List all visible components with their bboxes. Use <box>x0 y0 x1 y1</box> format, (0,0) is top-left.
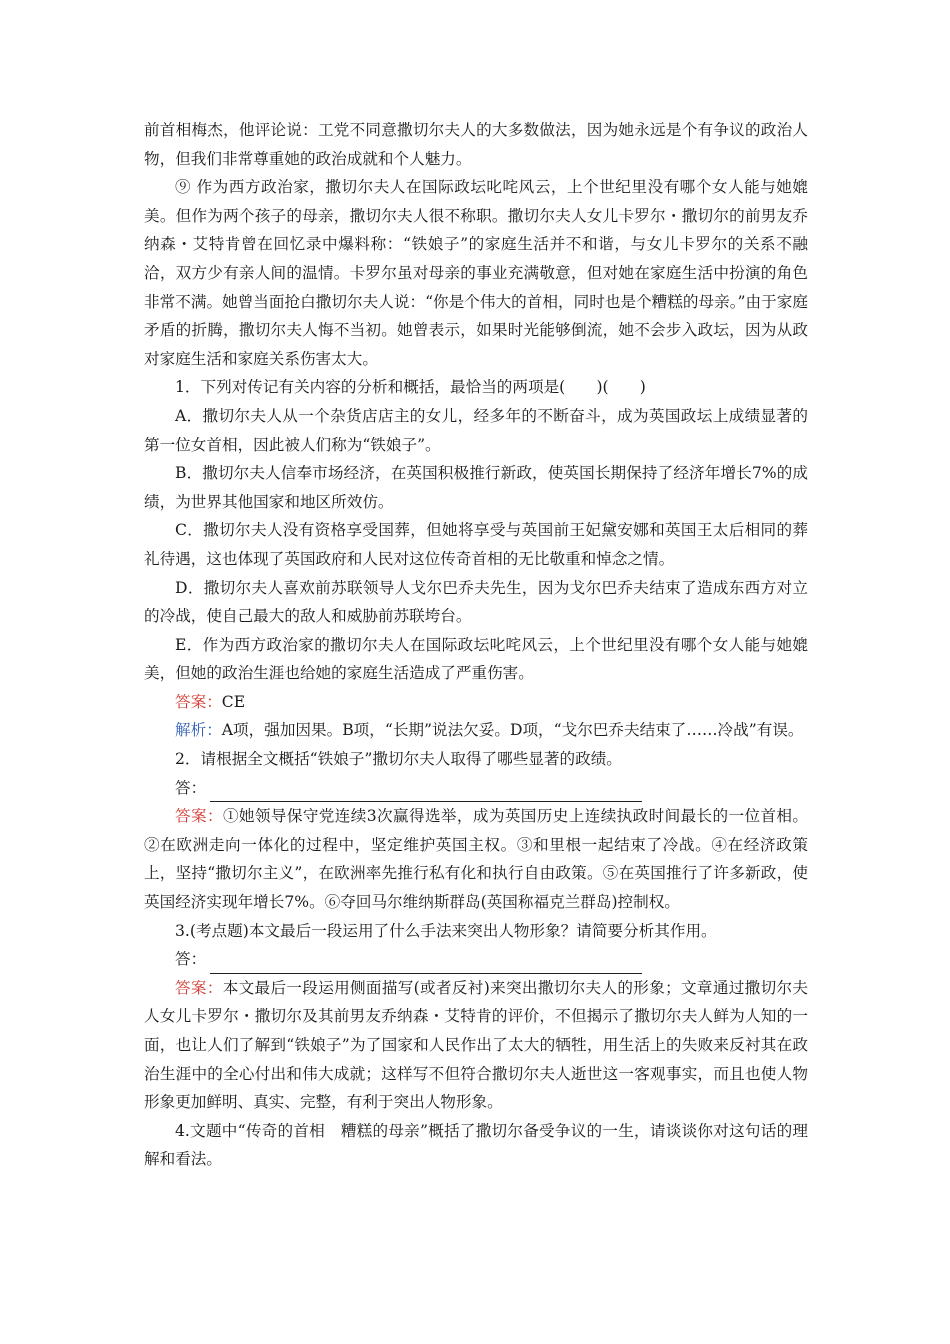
answer-text: CE <box>221 692 246 711</box>
question-2-answer <box>144 802 808 916</box>
analysis-label: 解析： <box>175 721 222 740</box>
question-1-option-b: B．撒切尔夫人信奉市场经济，在英国积极推行新政，使英国长期保持了经济年增长7%的成绩，为世界其他国家和地区所效仿。 <box>144 464 808 511</box>
question-1-option-a: A．撒切尔夫人从一个杂货店店主的女儿，经多年的不断奋斗，成为英国政坛上成绩显著的第一位女首相，因此被人们称为“铁娘子”。 <box>144 406 808 454</box>
question-1-analysis <box>144 716 808 745</box>
question-1-stem: 1．下列对传记有关内容的分析和概括，最恰当的两项是( )( ) <box>175 378 646 397</box>
answer-label: 答案： <box>175 692 222 711</box>
question-3-answer <box>144 974 808 1117</box>
answer-blank-line[interactable] <box>210 781 642 802</box>
paragraph-continued: 前首相梅杰，他评论说：工党不同意撒切尔夫人的大多数做法，因为她永远是个有争议的政治人物，但我们非常尊重她的政治成就和个人魅力。 <box>144 121 808 168</box>
question-2-stem: 2．请根据全文概括“铁娘子”撒切尔夫人取得了哪些显著的政绩。 <box>175 750 622 769</box>
blank-label: 答： <box>175 778 207 797</box>
analysis-text: A项，强加因果。B项，“长期”说法欠妥。D项，“戈尔巴乔夫结束了……冷战”有误。 <box>221 721 804 740</box>
question-3-stem: 3.(考点题)本文最后一段运用了什么手法来突出人物形象？请简要分析其作用。 <box>175 921 717 940</box>
question-1-option-c: C．撒切尔夫人没有资格享受国葬，但她将享受与英国前王妃黛安娜和英国王太后相同的葬礼待遇，这也体现了英国政府和人民对这位传奇首相的无比敬重和悼念之情。 <box>144 521 808 568</box>
answer-blank-line[interactable] <box>210 953 642 974</box>
question-4-stem: 4.文题中“传奇的首相 糟糕的母亲”概括了撒切尔备受争议的一生，请谈谈你对这句话的理解和看法。 <box>144 1121 808 1169</box>
question-1-option-e: E．作为西方政治家的撒切尔夫人在国际政坛叱咤风云，上个世纪里没有哪个女人能与她媲美，但她的政治生涯也给她的家庭生活造成了严重伤害。 <box>144 635 808 683</box>
answer-text: ①她领导保守党连续3次赢得选举，成为英国历史上连续执政时间最长的一位首相。②在欧洲走向一体化的过程中，坚定维护英国主权。③和里根一起结束了冷战。④在经济政策上，坚持“撒切尔主义”，在欧洲率先推行私有化和执行自由政策。⑤在英国推行了许多新政，使英国经济实现年增长7%。⑥夺回马尔维纳斯群岛(英国称福克兰群岛)控制权。 <box>144 807 808 912</box>
answer-text: 本文最后一段运用侧面描写(或者反衬)来突出撒切尔夫人的形象；文章通过撒切尔夫人女儿卡罗尔・撒切尔及其前男友乔纳森・艾特肯的评价，不但揭示了撒切尔夫人鲜为人知的一面，也让人们了解到“铁娘子”为了国家和人民作出了太大的牺牲，用生活上的失败来反衬其在政治生涯中的全心付出和伟大成就；这样写不但符合撒切尔夫人逝世这一客观事实，而且也使人物形象更加鲜明、真实、完整，有利于突出人物形象。 <box>144 978 808 1112</box>
question-2-blank <box>144 774 808 803</box>
blank-label: 答： <box>175 950 207 969</box>
document-page <box>144 116 808 1174</box>
answer-label: 答案： <box>175 978 223 997</box>
question-3-blank <box>144 945 808 974</box>
answer-label: 答案： <box>175 807 223 826</box>
question-1-option-d: D．撒切尔夫人喜欢前苏联领导人戈尔巴乔夫先生，因为戈尔巴乔夫结束了造成东西方对立的冷战，使自己最大的敌人和威胁前苏联垮台。 <box>144 578 808 626</box>
paragraph-9: ⑨ 作为西方政治家，撒切尔夫人在国际政坛叱咤风云，上个世纪里没有哪个女人能与她媲美。但作为两个孩子的母亲，撒切尔夫人很不称职。撒切尔夫人女儿卡罗尔・撒切尔的前男友乔纳森・艾特肯曾在回忆录中爆料称：“铁娘子”的家庭生活并不和谐，与女儿卡罗尔的关系不融洽，双方少有亲人间的温情。卡罗尔虽对母亲的事业充满敬意，但对她在家庭生活中扮演的角色非常不满。她曾当面抢白撒切尔夫人说：“你是个伟大的首相，同时也是个糟糕的母亲。”由于家庭矛盾的折腾，撒切尔夫人悔不当初。她曾表示，如果时光能够倒流，她不会步入政坛，因为从政对家庭生活和家庭关系伤害太大。 <box>144 178 808 368</box>
question-1-answer <box>144 688 808 717</box>
